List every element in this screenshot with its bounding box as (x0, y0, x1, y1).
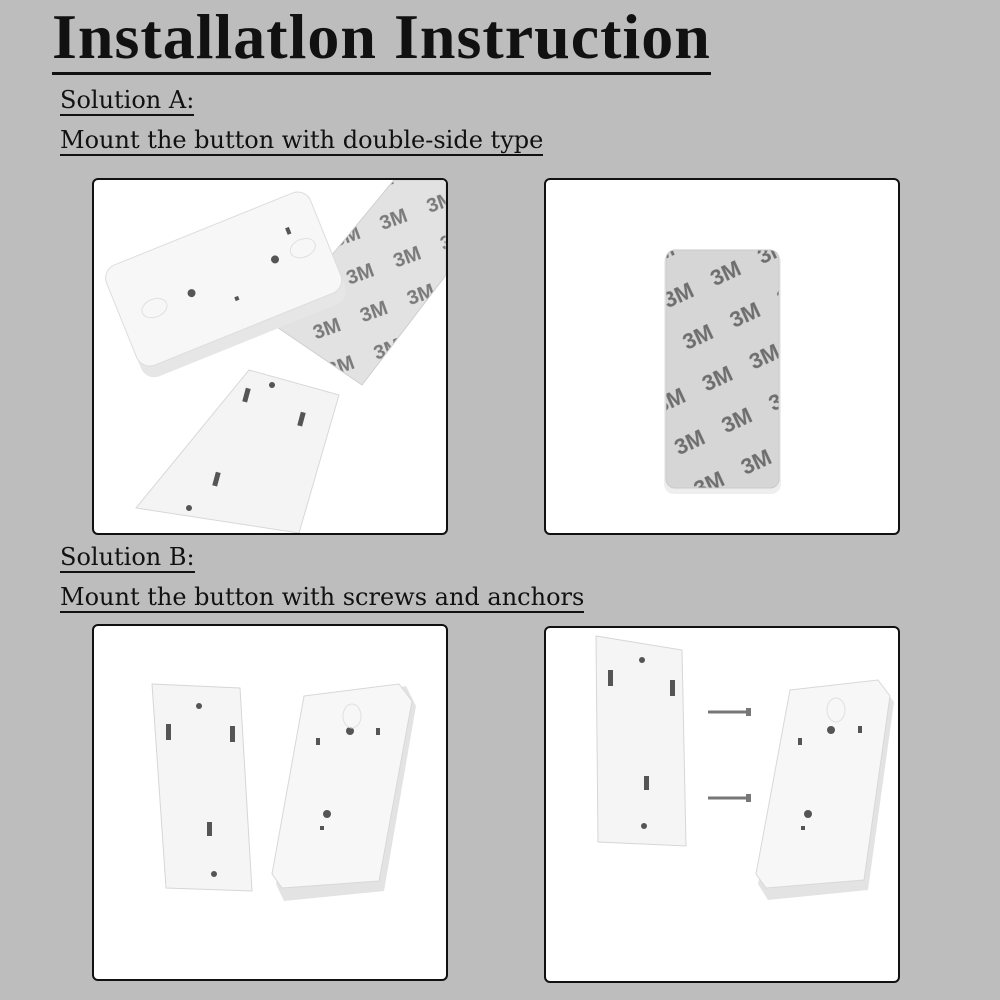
button-body (272, 684, 416, 901)
button-body (756, 680, 894, 900)
page-title: Installatlon Instruction (52, 2, 711, 75)
image-panel-tape-pad (544, 178, 900, 535)
solution-a-label: Solution A: (60, 86, 195, 114)
screws-anchors-illustration (546, 628, 898, 981)
screw-icon (708, 794, 751, 802)
plate-button-illustration (94, 626, 446, 979)
solution-b-label: Solution B: (60, 543, 195, 571)
button-body (101, 188, 350, 382)
image-panel-button-with-tape (92, 178, 448, 535)
image-panel-plate-and-button (92, 624, 448, 981)
tape-pad-illustration (546, 180, 898, 533)
screw-icon (708, 708, 751, 716)
solution-b-description: Mount the button with screws and anchors (60, 583, 585, 611)
button-tape-illustration (94, 180, 446, 533)
solution-a-description: Mount the button with double-side type (60, 126, 544, 154)
image-panel-screws-and-anchors (544, 626, 900, 983)
